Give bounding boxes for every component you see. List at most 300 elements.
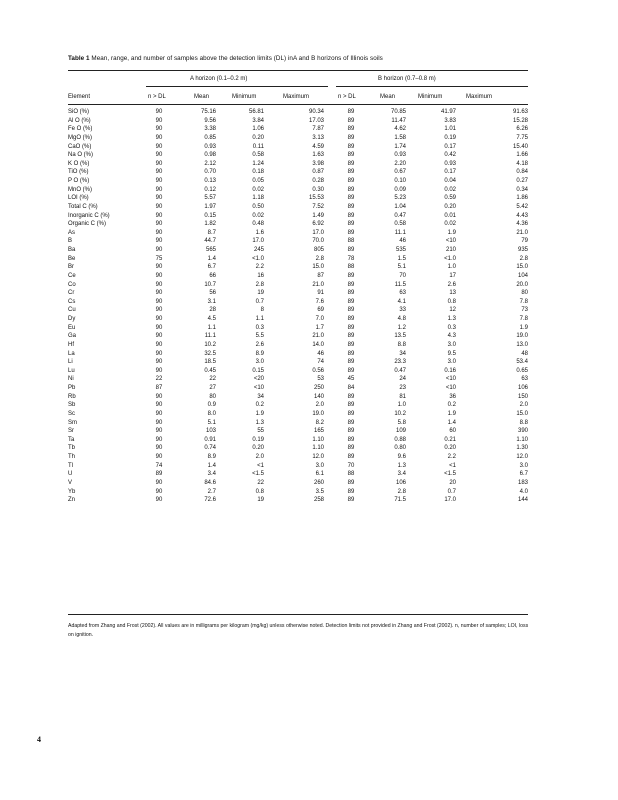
a-max-cell: 90.34	[308, 109, 324, 115]
element-cell: Tl	[68, 462, 73, 469]
b-mean-cell: 1.5	[397, 255, 406, 262]
b-min-cell: 2.6	[447, 281, 456, 288]
b-n-cell: 89	[347, 281, 355, 288]
a-max-cell: 1.7	[315, 324, 324, 331]
a-n-cell: 90	[155, 419, 163, 426]
table-row	[68, 444, 528, 453]
b-mean-cell: 4.62	[394, 126, 406, 133]
a-n-cell: 90	[155, 497, 163, 504]
a-mean-cell: 0.74	[204, 445, 216, 452]
a-min-cell: 16	[257, 272, 264, 279]
b-max-cell: 7.8	[519, 298, 528, 305]
b-mean-cell: 8.8	[397, 341, 406, 348]
a-max-cell: 3.5	[315, 488, 324, 495]
a-mean-cell: 10.2	[204, 341, 216, 348]
a-max-cell: 6.1	[315, 471, 324, 478]
b-min-cell: 2.2	[447, 454, 456, 460]
spacer-cell	[324, 444, 336, 453]
page-number: 4	[37, 735, 41, 744]
spacer-cell	[324, 203, 336, 212]
b-n-cell: 89	[347, 324, 355, 331]
b-n-cell: 89	[347, 126, 355, 133]
b-mean-cell: 70.85	[390, 109, 406, 115]
b-mean-cell: 5.8	[397, 419, 406, 426]
a-max-cell: 6.92	[312, 221, 324, 228]
a-min-cell: 2.2	[255, 264, 264, 271]
a-n-cell: 90	[155, 152, 163, 159]
b-max-cell: 15.40	[512, 143, 528, 150]
a-n-cell: 90	[155, 393, 163, 400]
b-mean-cell: 1.3	[397, 462, 406, 469]
a-n-cell: 90	[155, 109, 163, 115]
b-n-cell: 89	[347, 393, 355, 400]
table-row	[68, 134, 528, 143]
a-max-cell: 87	[317, 272, 324, 279]
b-min-cell: 17	[449, 272, 456, 279]
table-row	[68, 186, 528, 195]
b-max-cell: 73	[521, 307, 528, 314]
col-header-n-a: n > DL	[148, 94, 166, 100]
b-n-cell: 89	[347, 109, 355, 115]
element-cell: Ni	[68, 376, 74, 383]
b-n-cell: 89	[347, 445, 355, 452]
spacer-cell	[324, 427, 336, 436]
table-row	[68, 350, 528, 359]
b-max-cell: 0.84	[516, 169, 528, 176]
a-mean-cell: 0.13	[204, 178, 216, 184]
b-max-cell: 63	[521, 376, 528, 383]
element-cell: CaO (%)	[68, 143, 92, 150]
table-row	[68, 324, 528, 333]
element-cell: Sc	[68, 410, 76, 417]
table-label: Table 1	[68, 55, 90, 62]
a-min-cell: <1.5	[252, 471, 264, 478]
table-row	[68, 272, 528, 281]
table-row	[68, 419, 528, 428]
element-cell: B	[68, 238, 73, 245]
a-max-cell: 3.0	[315, 462, 324, 469]
col-header-max-b: Maximum	[466, 94, 493, 100]
table-row	[68, 229, 528, 238]
col-header-n-b: n > DL	[338, 94, 356, 100]
b-mean-cell: 2.8	[397, 488, 406, 495]
a-mean-cell: 0.45	[204, 367, 216, 374]
a-n-cell: 90	[155, 402, 163, 409]
b-min-cell: 36	[449, 393, 456, 400]
spacer-cell	[324, 393, 336, 402]
b-min-cell: 1.3	[447, 316, 456, 322]
spacer-cell	[324, 306, 336, 315]
a-min-cell: <20	[253, 376, 264, 383]
b-mean-cell: 4.8	[397, 316, 406, 322]
spacer-cell	[324, 168, 336, 177]
spacer-cell	[324, 367, 336, 376]
b-n-cell: 89	[347, 290, 355, 297]
b-mean-cell: 13.5	[394, 333, 406, 340]
a-max-cell: 19.0	[312, 410, 324, 417]
element-cell: Ba	[68, 247, 76, 253]
table-row	[68, 427, 528, 436]
a-n-cell: 90	[155, 333, 163, 340]
a-mean-cell: 28	[209, 307, 216, 314]
b-max-cell: 20.0	[516, 281, 528, 288]
a-min-cell: 22	[257, 479, 264, 486]
element-cell: U	[68, 471, 73, 478]
a-min-cell: 3.84	[252, 117, 264, 124]
b-mean-cell: 23.3	[394, 359, 406, 366]
b-min-cell: <1.0	[444, 255, 456, 262]
spacer-cell	[324, 384, 336, 393]
b-max-cell: 1.10	[516, 436, 528, 443]
a-max-cell: 15.53	[308, 195, 324, 202]
a-max-cell: 1.63	[312, 152, 324, 159]
element-cell: Tb	[68, 445, 76, 452]
b-min-cell: 3.0	[447, 359, 456, 366]
b-mean-cell: 0.09	[394, 186, 406, 193]
table-row	[68, 462, 528, 471]
a-min-cell: 19	[257, 497, 264, 504]
b-n-cell: 89	[347, 143, 355, 150]
group-rule-b	[336, 86, 528, 87]
b-n-cell: 88	[347, 471, 355, 478]
a-n-cell: 90	[155, 247, 163, 253]
b-n-cell: 89	[347, 497, 355, 504]
b-min-cell: 0.20	[444, 203, 456, 210]
table-row	[68, 108, 528, 117]
a-mean-cell: 3.4	[207, 471, 216, 478]
a-n-cell: 90	[155, 264, 163, 271]
a-n-cell: 90	[155, 436, 163, 443]
a-mean-cell: 66	[209, 272, 216, 279]
b-max-cell: 0.34	[516, 186, 528, 193]
table-row	[68, 488, 528, 497]
a-mean-cell: 1.1	[207, 324, 216, 331]
a-min-cell: 2.0	[255, 454, 264, 460]
b-n-cell: 70	[347, 462, 355, 469]
col-header-min-a: Minimum	[232, 94, 257, 100]
a-min-cell: 0.20	[252, 445, 264, 452]
a-min-cell: 0.02	[252, 186, 264, 193]
table-row	[68, 125, 528, 134]
a-max-cell: 3.98	[312, 160, 324, 167]
element-cell: Dy	[68, 316, 76, 322]
b-mean-cell: 63	[399, 290, 406, 297]
a-mean-cell: 10.7	[204, 281, 216, 288]
b-max-cell: 1.86	[516, 195, 528, 202]
table-row	[68, 436, 528, 445]
b-max-cell: 12.0	[516, 454, 528, 460]
a-mean-cell: 4.5	[207, 316, 216, 322]
b-min-cell: 0.3	[447, 324, 456, 331]
a-min-cell: 34	[257, 393, 264, 400]
a-mean-cell: 5.57	[204, 195, 216, 202]
spacer-cell	[324, 419, 336, 428]
a-n-cell: 90	[155, 117, 163, 124]
table-row	[68, 151, 528, 160]
a-min-cell: 19	[257, 290, 264, 297]
a-n-cell: 22	[155, 376, 163, 383]
a-max-cell: 15.0	[312, 264, 324, 271]
a-mean-cell: 2.12	[204, 160, 216, 167]
table-row	[68, 453, 528, 462]
a-n-cell: 74	[155, 462, 163, 469]
element-cell: As	[68, 229, 76, 236]
element-cell: Yb	[68, 488, 76, 495]
a-mean-cell: 32.5	[204, 350, 216, 357]
spacer-cell	[324, 117, 336, 126]
a-min-cell: 8	[260, 307, 264, 314]
spacer-cell	[324, 272, 336, 281]
b-max-cell: 104	[517, 272, 528, 279]
top-rule	[68, 70, 528, 71]
b-n-cell: 89	[347, 410, 355, 417]
element-cell: Sm	[68, 419, 77, 426]
table-row	[68, 393, 528, 402]
table-row	[68, 177, 528, 186]
table-row	[68, 315, 528, 324]
header-rule	[68, 104, 528, 105]
b-max-cell: 13.0	[516, 341, 528, 348]
element-cell: Sb	[68, 402, 76, 409]
group-rule-a	[146, 86, 328, 87]
b-mean-cell: 3.4	[397, 471, 406, 478]
b-min-cell: 0.04	[444, 178, 456, 184]
spacer-cell	[324, 470, 336, 479]
b-max-cell: 0.27	[516, 178, 528, 184]
b-mean-cell: 11.47	[391, 117, 406, 124]
b-min-cell: 0.17	[444, 169, 456, 176]
a-min-cell: 1.18	[252, 195, 264, 202]
b-max-cell: 48	[521, 350, 528, 357]
b-min-cell: 17.0	[444, 497, 456, 504]
b-min-cell: 13	[449, 290, 456, 297]
a-min-cell: 245	[253, 247, 264, 253]
table-row	[68, 306, 528, 315]
table-row	[68, 401, 528, 410]
a-n-cell: 90	[155, 410, 163, 417]
data-table	[68, 108, 528, 505]
a-n-cell: 90	[155, 169, 163, 176]
table-row	[68, 212, 528, 221]
table-row	[68, 384, 528, 393]
element-cell: Br	[68, 264, 74, 271]
element-cell: Hf	[68, 341, 74, 348]
a-mean-cell: 9.56	[204, 117, 216, 124]
b-mean-cell: 1.04	[394, 203, 406, 210]
b-n-cell: 89	[347, 203, 355, 210]
table-row	[68, 168, 528, 177]
b-min-cell: <10	[445, 385, 456, 391]
b-n-cell: 89	[347, 247, 355, 253]
a-min-cell: 0.18	[252, 169, 264, 176]
b-min-cell: 0.93	[444, 160, 456, 167]
element-cell: Lu	[68, 367, 75, 374]
a-max-cell: 21.0	[312, 281, 324, 288]
a-n-cell: 90	[155, 229, 163, 236]
a-mean-cell: 6.7	[207, 264, 216, 271]
a-min-cell: 1.24	[252, 160, 264, 167]
b-mean-cell: 9.6	[397, 454, 406, 460]
b-min-cell: 20	[449, 479, 456, 486]
a-min-cell: 55	[257, 428, 264, 435]
b-n-cell: 89	[347, 316, 355, 322]
a-n-cell: 90	[155, 350, 163, 357]
a-max-cell: 2.8	[315, 255, 324, 262]
b-min-cell: 0.01	[444, 212, 456, 219]
a-min-cell: 1.3	[255, 419, 264, 426]
a-mean-cell: 72.6	[204, 497, 216, 504]
a-max-cell: 7.6	[315, 298, 324, 305]
spacer-cell	[324, 479, 336, 488]
table-row	[68, 479, 528, 488]
element-cell: Cu	[68, 307, 76, 314]
b-mean-cell: 0.93	[394, 152, 406, 159]
element-cell: La	[68, 350, 75, 357]
a-min-cell: 0.50	[252, 203, 264, 210]
b-mean-cell: 81	[399, 393, 406, 400]
b-max-cell: 6.26	[516, 126, 528, 133]
a-mean-cell: 3.1	[207, 298, 216, 305]
a-n-cell: 90	[155, 221, 163, 228]
element-cell: K O (%)	[68, 160, 90, 167]
b-min-cell: 9.5	[447, 350, 456, 357]
b-min-cell: 0.42	[444, 152, 456, 159]
a-n-cell: 90	[155, 195, 163, 202]
a-n-cell: 90	[155, 238, 163, 245]
a-n-cell: 90	[155, 203, 163, 210]
b-max-cell: 21.0	[516, 229, 528, 236]
table-row	[68, 220, 528, 229]
a-n-cell: 90	[155, 307, 163, 314]
a-mean-cell: 1.97	[204, 203, 216, 210]
a-min-cell: 0.20	[252, 134, 264, 141]
a-max-cell: 260	[313, 479, 324, 486]
spacer-cell	[324, 462, 336, 471]
b-mean-cell: 0.47	[394, 367, 406, 374]
a-mean-cell: 0.93	[204, 143, 216, 150]
b-mean-cell: 11.5	[394, 281, 406, 288]
spacer-cell	[324, 350, 336, 359]
a-min-cell: 0.15	[252, 367, 264, 374]
a-max-cell: 8.2	[315, 419, 324, 426]
a-mean-cell: 0.70	[204, 169, 216, 176]
table-row	[68, 332, 528, 341]
a-max-cell: 140	[313, 393, 324, 400]
b-mean-cell: 5.23	[394, 195, 406, 202]
b-min-cell: 3.0	[447, 341, 456, 348]
element-cell: Cr	[68, 290, 75, 297]
a-mean-cell: 0.9	[207, 402, 216, 409]
b-max-cell: 15.0	[516, 264, 528, 271]
table-row	[68, 117, 528, 126]
a-min-cell: <1	[257, 462, 264, 469]
b-n-cell: 89	[347, 341, 355, 348]
a-n-cell: 90	[155, 143, 163, 150]
b-max-cell: 6.7	[519, 471, 528, 478]
table-row	[68, 255, 528, 264]
a-max-cell: 2.0	[315, 402, 324, 409]
a-max-cell: 165	[313, 428, 324, 435]
a-max-cell: 14.0	[312, 341, 324, 348]
table-row	[68, 341, 528, 350]
element-cell: Eu	[68, 324, 76, 331]
bottom-rule	[68, 614, 528, 615]
a-n-cell: 90	[155, 341, 163, 348]
a-max-cell: 17.03	[308, 117, 324, 124]
table-row	[68, 237, 528, 246]
spacer-cell	[324, 229, 336, 238]
a-min-cell: 0.02	[252, 212, 264, 219]
a-mean-cell: 0.15	[204, 212, 216, 219]
b-min-cell: 4.3	[447, 333, 456, 340]
table-row	[68, 375, 528, 384]
b-n-cell: 89	[347, 359, 355, 366]
b-min-cell: <10	[445, 376, 456, 383]
b-max-cell: 4.18	[516, 160, 528, 167]
b-max-cell: 4.43	[516, 212, 528, 219]
element-cell: MnO (%)	[68, 186, 92, 193]
b-mean-cell: 2.20	[394, 160, 406, 167]
table-row	[68, 298, 528, 307]
a-max-cell: 7.0	[315, 316, 324, 322]
spacer-cell	[324, 108, 336, 117]
table-row	[68, 470, 528, 479]
a-min-cell: 0.7	[255, 298, 264, 305]
b-n-cell: 88	[347, 238, 355, 245]
element-cell: Ga	[68, 333, 77, 340]
a-n-cell: 87	[155, 385, 163, 391]
a-mean-cell: 27	[209, 385, 216, 391]
table-row	[68, 203, 528, 212]
spacer-cell	[324, 453, 336, 462]
b-n-cell: 89	[347, 298, 355, 305]
b-max-cell: 8.8	[519, 419, 528, 426]
b-n-cell: 89	[347, 117, 355, 124]
a-max-cell: 0.28	[312, 178, 324, 184]
b-n-cell: 89	[347, 367, 355, 374]
b-n-cell: 89	[347, 428, 355, 435]
b-n-cell: 89	[347, 479, 355, 486]
element-cell: Inorganic C (%)	[68, 212, 110, 219]
element-cell: SiO (%)	[68, 109, 89, 115]
a-n-cell: 90	[155, 454, 163, 460]
b-min-cell: 1.4	[447, 419, 456, 426]
b-n-cell: 89	[347, 436, 355, 443]
b-mean-cell: 1.58	[394, 134, 406, 141]
col-header-min-b: Minimum	[418, 94, 443, 100]
b-mean-cell: 0.67	[394, 169, 406, 176]
element-cell: Al O (%)	[68, 117, 91, 124]
element-cell: Zn	[68, 497, 76, 504]
b-max-cell: 15.0	[516, 410, 528, 417]
b-n-cell: 84	[347, 385, 355, 391]
a-max-cell: 1.49	[312, 212, 324, 219]
spacer-cell	[324, 246, 336, 255]
element-cell: MgO (%)	[68, 134, 92, 141]
group-header-a-horizon: A horizon (0.1–0.2 m)	[190, 76, 248, 82]
b-mean-cell: 1.74	[394, 143, 406, 150]
spacer-cell	[324, 298, 336, 307]
a-min-cell: <10	[253, 385, 264, 391]
b-max-cell: 2.8	[519, 255, 528, 262]
b-mean-cell: 109	[395, 428, 406, 435]
b-max-cell: 79	[521, 238, 528, 245]
group-header-b-horizon: B horizon (0.7–0.8 m)	[378, 76, 436, 82]
a-min-cell: 56.81	[248, 109, 264, 115]
b-min-cell: 0.21	[444, 436, 456, 443]
element-cell: LOI (%)	[68, 195, 89, 202]
a-max-cell: 0.56	[312, 367, 324, 374]
